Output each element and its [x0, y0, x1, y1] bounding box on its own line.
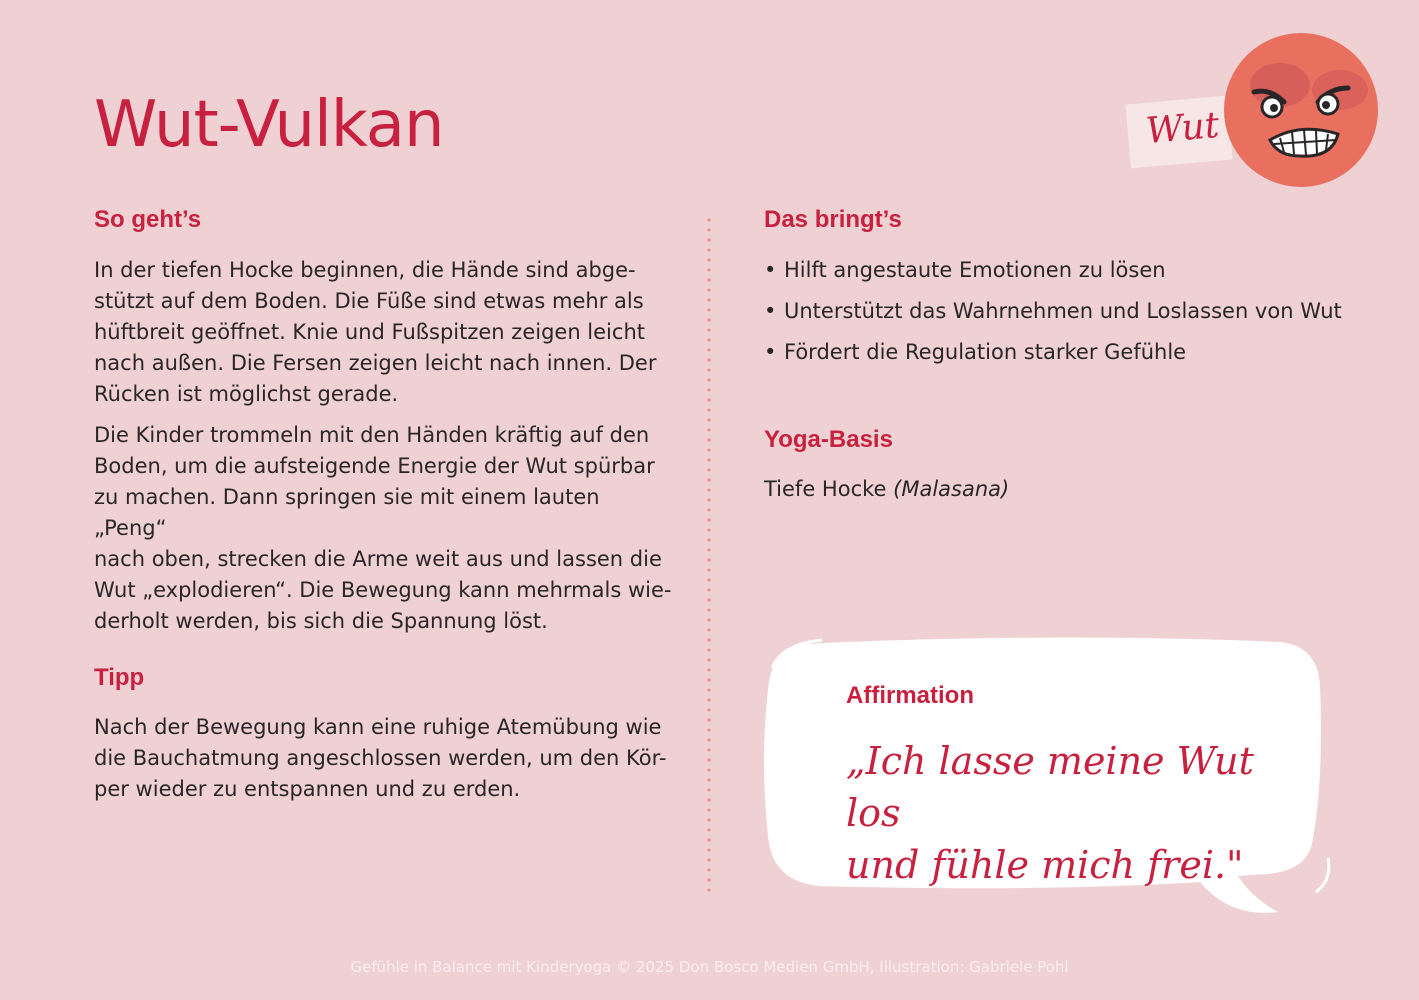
tipp-line: Nach der Bewegung kann eine ruhige Atemübung wie [94, 715, 662, 739]
benefit-item: • Unterstützt das Wahrnehmen und Loslassen von Wut [764, 296, 1342, 327]
howto-line: In der tiefen Hocke beginnen, die Hände sind abge- [94, 258, 636, 282]
howto-heading: So geht’s [94, 206, 202, 233]
howto-line: Die Kinder trommeln mit den Händen kräftig auf den [94, 423, 650, 447]
tipp-paragraph [94, 712, 674, 805]
footer-credit: Gefühle in Balance mit Kinderyoga © 2025 Don Bosco Medien GmbH, Illustration: Gabriele Pohl [350, 958, 1069, 976]
tipp-heading: Tipp [94, 664, 145, 691]
yoga-pose-name: Tiefe Hocke [764, 477, 887, 501]
howto-paragraph-2 [94, 420, 674, 637]
angry-face-icon [1220, 30, 1382, 190]
howto-line: hüftbreit geöffnet. Knie und Fußspitzen zeigen leicht [94, 320, 645, 344]
yoga-pose [764, 474, 1009, 505]
howto-line: nach oben, strecken die Arme weit aus und lassen die [94, 547, 662, 571]
howto-line: zu machen. Dann springen sie mit einem lauten „Peng“ [94, 485, 600, 540]
affirmation-label: Affirmation [846, 682, 974, 709]
benefit-item: • Fördert die Regulation starker Gefühle [764, 337, 1342, 368]
benefits-list [764, 255, 1342, 378]
howto-line: Boden, um die aufsteigende Energie der Wut spürbar [94, 454, 655, 478]
affirmation-line: „Ich lasse meine Wut los [846, 739, 1254, 835]
howto-line: derholt werden, bis sich die Spannung löst. [94, 609, 548, 633]
tipp-line: die Bauchatmung angeschlossen werden, um den Kör- [94, 746, 667, 770]
howto-paragraph-1 [94, 255, 674, 410]
benefit-item: • Hilft angestaute Emotionen zu lösen [764, 255, 1342, 286]
howto-line: Wut „explodieren“. Die Bewegung kann mehrmals wie- [94, 578, 672, 602]
benefits-heading: Das bringt’s [764, 206, 902, 233]
yoga-heading: Yoga-Basis [764, 426, 893, 453]
howto-line: Rücken ist möglichst gerade. [94, 382, 399, 406]
howto-line: stützt auf dem Boden. Die Füße sind etwas mehr als [94, 289, 644, 313]
howto-line: nach außen. Die Fersen zeigen leicht nach innen. Der [94, 351, 657, 375]
affirmation-text [846, 735, 1286, 891]
yoga-pose-sanskrit: (Malasana) [893, 477, 1010, 501]
column-divider [707, 215, 711, 895]
tipp-line: per wieder zu entspannen und zu erden. [94, 777, 521, 801]
emotion-badge-label: Wut [1144, 104, 1221, 153]
affirmation-line: und fühle mich frei." [846, 843, 1244, 887]
page-title: Wut-Vulkan [94, 88, 444, 162]
